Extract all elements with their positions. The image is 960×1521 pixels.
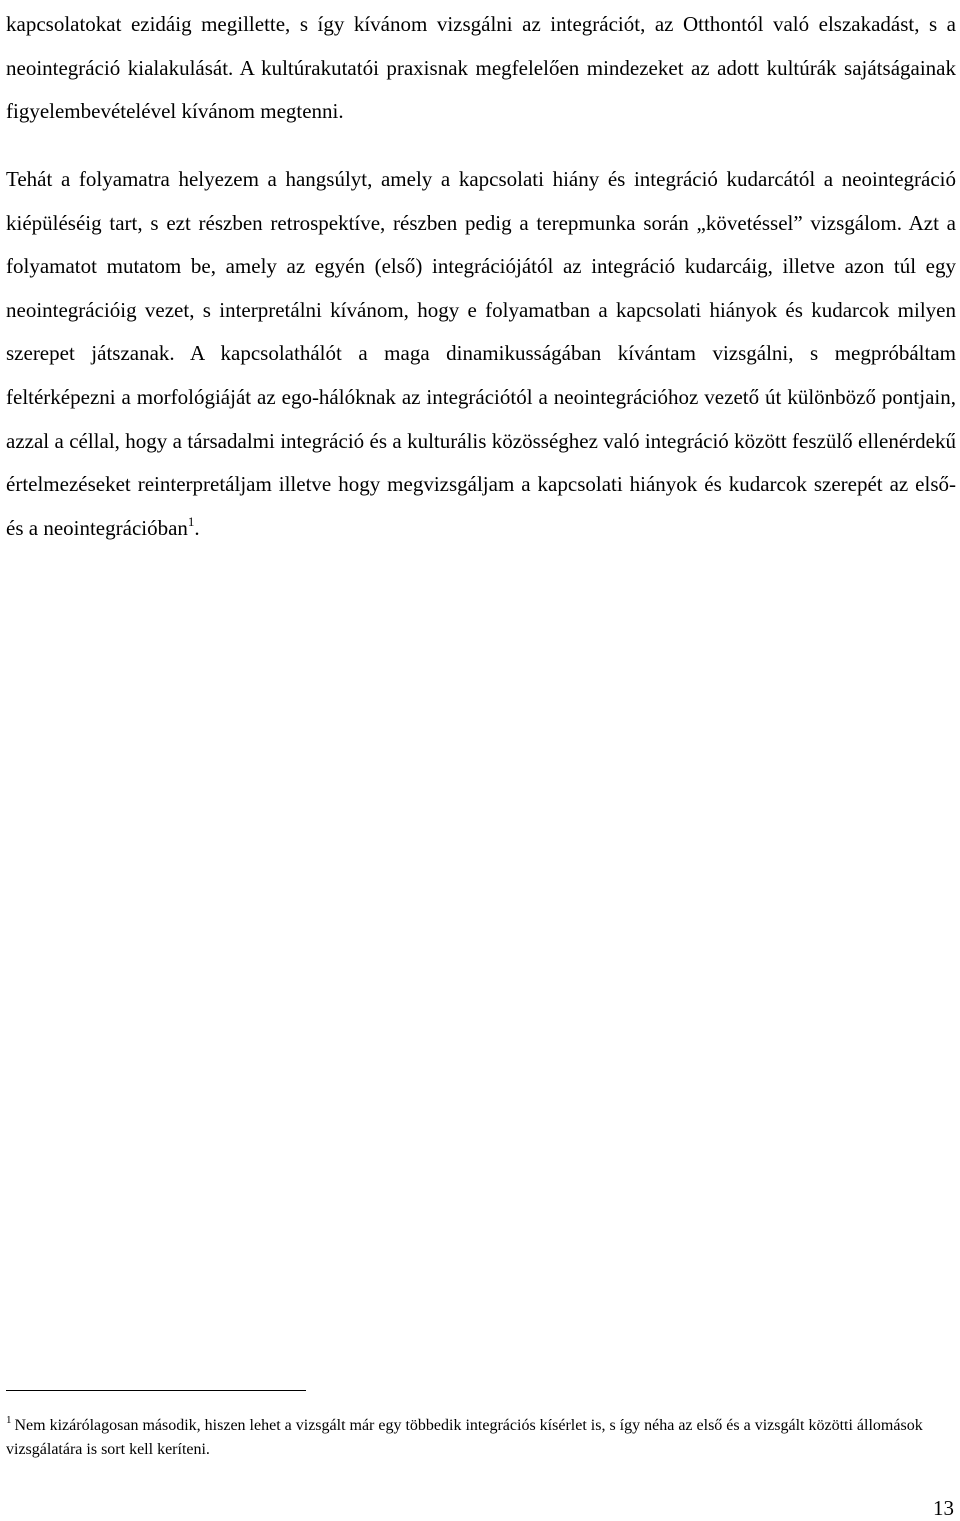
footnote [6, 1414, 956, 1462]
footnote-reference[interactable]: 1 [187, 513, 195, 529]
paragraph-1-text: kapcsolatokat ezidáig megillette, s így kívánom vizsgálni az integrációt, az Otthontól való elszakadást, s a neointegráció kialakulását. A kultúrakutatói praxisnak megfelelően mindezeket az adott kultúrák sajátságainak figyelembevételével kívánom megtenni. [6, 12, 956, 124]
page-number: 13 [933, 1496, 954, 1520]
paragraph-2-text: Tehát a folyamatra helyezem a hangsúlyt, amely a kapcsolati hiány és integráció kudarcától a neointegráció kiépüléséig tart, s ezt részben retrospektíve, részben pedig a terepmunka során „követéssel” vizsgálom. Azt a folyamatot mutatom be, amely az egyén (első) integrációjától az integráció kudarcáig, illetve azon túl egy neointegrációig vezet, s interpretálni kívánom, hogy e folyamatban a kapcsolati hiányok és kudarcok milyen szerepet játszanak. A kapcsolathálót a maga dinamikusságában kívántam vizsgálni, s megpróbáltam feltérképezni a morfológiáját az ego-hálóknak az integrációtól a neointegrációhoz vezető út különböző pontjain, azzal a céllal, hogy a társadalmi integráció és a kulturális közösséghez való integráció között feszülő ellenérdekű értelmezéseket reinterpretáljam illetve hogy megvizsgáljam a kapcsolati hiányok és kudarcok szerepét az első- és a neointegrációban [6, 167, 956, 540]
paragraph-1 [6, 3, 956, 134]
footnote-marker: 1 [6, 1414, 12, 1426]
footnote-text: Nem kizárólagosan második, hiszen lehet a vizsgált már egy többedik integrációs kísérlet is, s így néha az első és a vizsgált közötti állomások vizsgálatára is sort kell keríteni. [6, 1417, 923, 1458]
paragraph-2 [6, 158, 956, 550]
footnote-separator [6, 1390, 306, 1391]
paragraph-2-trailing: . [194, 515, 200, 540]
